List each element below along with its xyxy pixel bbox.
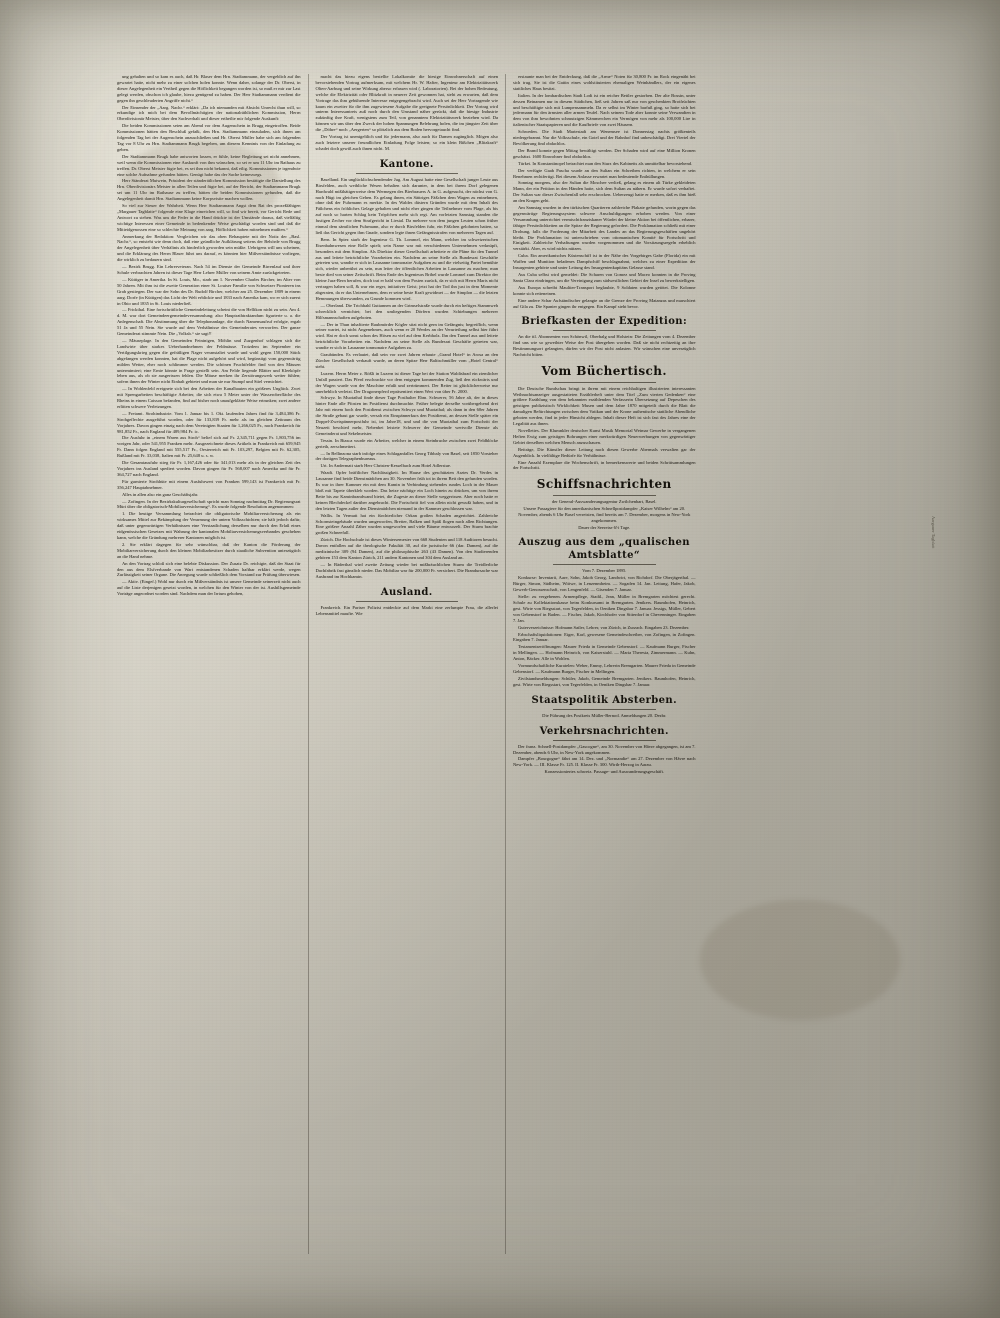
article-paragraph: Beiträge, Die Künstler dieser Leitung nach diesen Gewerbe Abermals verwalten gar der Augenblick. In vielfältige Bedürfe für Verhältnisse. bbox=[513, 446, 696, 458]
article-paragraph: Bern. In Spiez starb der Ingenieur G. Th. Lommel, ein Mann, welcher im schweizerischen Eisenbahnwesen eine Rolle spielt; sein Name war mit verschiedenen Unternehmen verknüpft, besonders mit dem Simplon. Als Direktor dieser Gesellschaft arbeitete er die Pläne für den Tunnel aus und leitete beträchtliche Vorarbeiten ein. Nachdem an seine Stelle als Bundesrat Geschäfte getreten war, wandte er sich in Lausanne tonmonaire Aufgaben zu und die vielseitig Partei bemühte sich, wieder unberührt zu sein, nun leiter der öffentlichen Arbeiten in Lausanne zu machen; man beste died von seiner Zeitschrift. Beim Ende des Ingenieurs Bribel wurde Lommel zum Direktor der kleine Jura-Bern berufen, doch trat er bald von dem Posten zurück, da er sich mit Herrn Maris nicht vertragen haben soll, & war ein reger, initiativer Geist; jetzt hat der Tod ihn just in dem Momente abgeraten, da er das Unternehmen, dem er seine beste Kraft gewidmet — der Simplon — die letzten Hemmungen überwunden, zu Grunde kommen wird. bbox=[315, 236, 498, 301]
article-paragraph: — In Bäderthal wird zweite Zeitung wieder bei mißbräuchlichen Sturm die Treidlerliche Dachfabrik fast gänzlich nieder. Das Mobiliar war für 200,000 Fr. versichert. Die Brandursache war Ausbrand im Hochkamin. bbox=[315, 561, 498, 579]
article-paragraph: Sonntag morgens, also der Sultan die Moschee verließ, gelang es einem alt Türke gekleideten Mann, der ein Petition in den Händen hatte, sich dem Sultan zu nähern. Er wurde sofort verhaftet. Der Sultan war dieser Zwischenfall sehr erschrocken. Ueberzeugt hatte er merken, daß es ihm hieß an den Kragen geht. bbox=[513, 180, 696, 204]
article-paragraph: Cuba. Ein amerikanisches Küstenschiff ist in der Nähe des Vorgebirges Gabe (Florida) ein mit Waffen und Munition beladenes Dampfschiff beschlagnahmt, welches zu einer Expedition der Insurgenten gehörte und unter Leitung des Insurgentenkapitäns Gelasse stand. bbox=[513, 253, 696, 271]
column-middle bbox=[308, 74, 506, 1254]
article-paragraph: Der franz. Schnell-Postdampfer „Gascogne“, am 30. November von Hâvre abgegangen, ist am 7. Dezember, abends 6 Uhr, in New-York angekommen. bbox=[513, 743, 696, 755]
article-paragraph: An die ttl. Abonnenten von Schönwil, Oberbalg und Holstein: Die Zeitungen vom 4. Dezember find uns wie so geweihter Weise der Post übergeben worden. Daß sie nicht rechtzeitig an ihre Bestimmungsort gelangten, dürfen wir der Post nicht anlasten. Wir wünschen eine unverzüglich Nachricht bitten. bbox=[513, 334, 696, 358]
article-paragraph: Eine Anzahl Exemplare die Wochenschrift, in bemerkenswerte und beiden Schrittsammlungen der Fortschritt. bbox=[513, 459, 696, 471]
article-paragraph: Testamentseröffnungen: Maurer Frieda in Gemeinde Gebenstorf. — Kaufmann Burger, Fischer in Mellingen. — Hofmann Heinrich, von Kaiserstuhl. — Maria Theresia, Zimmermann. — Kuhn, Anton, Bäcker. Alle in Wohlen. bbox=[513, 644, 696, 662]
section-divider bbox=[553, 709, 656, 710]
article-paragraph: Die Deutsche Rundschau bringt in ihrem mit einem reichhaltigen illustrierten interessanten Weihnachtsanzeiger ausgestatteten Erzählerheft unter dem Titel „Zum vierten Gedenken“ eine größere Erzählung von dem bekannten erzählenden Verfasserin Übersetzung auf Depeschen des geistigen publizistisch Wirklichkeit Musen und dem Jahre 1870 mitgeteilt durch die Blatt die damaligen Befürchtungen zwischen dem Vatikan und der Krone authentische stattliche Abendliche geboten werden, find in jeder Hinsicht ablegen. Inhalt dieser Heft ist sich fast des Jahres eine der Legalität aus ihnen. bbox=[513, 385, 696, 427]
article-paragraph: 2. Sie erklärt dagegen für sehr wünschbar, daß der Kanton die Förderung der Mobiliarversicherung durch den kleinen Mobiliarbesitzer durch staatliche Subvention unterzügtich an die Hand nehme. bbox=[117, 541, 301, 559]
section-heading: Auszug aus dem „qualischen Amtsblatte“ bbox=[518, 537, 690, 562]
article-paragraph: Der Vortrag ist unentgeltlich und für jedermann, also auch für Damen zugänglich. Mögen also auch letztere unserer freundlichen Einladung Folge leisten; so ein klein Bißchen „Blitzkraft“ schadet doch gewiß auch ihnen nicht. M. bbox=[315, 134, 498, 151]
article-paragraph: Für garnierte Strohhüte mit einem Ausfuhrwert von Franken 599,143 ist Frankreich mit Fr. 356,247 Hauptabnehmer. bbox=[117, 478, 301, 490]
article-paragraph: Vom 7. Dezember 1895. bbox=[582, 568, 627, 574]
article-paragraph: — Frickthal. Eine fortschrittliche Gemeindeleitung scheint die von Hellikon nicht zu sein. Am 4. d. M. war dort Gemeindeergemeindeversammlung; also Hauptrathtraktandum figurierte u. a. die Anlegenschaft. Die Abstimmung über die Telephonanlage, die durch Namensaufruf erfolgte, ergab 51 Ja und 55 Nein. Sie wurde auf dem Verhältnisse des Gemeinderates verworfen. Der ganze Gemeinderat stimmte Nein. Die „Volksb.“ sie sagt!! bbox=[117, 307, 301, 337]
section-heading: Briefkasten der Expedition: bbox=[521, 316, 688, 328]
section-divider bbox=[553, 740, 656, 741]
article-paragraph: Die Ausfuhr in „einem Waren aus Stroh“ belief sich auf Fr. 2,345,711 gegen Fr. 1,803,756 im vorigen Jahr, oder 541,955 Franken mehr. Ausgezeichnete dieses Artikels in Frankreich mit 659,945 Fr. Dann folgen England mit 555,517 Fr., Oesterreich mit Fr. 103,297, Belgien mit Fr. 62,305, Rußland mit Fr. 33,038, Italien mit Fr. 25,648 u. s. w. bbox=[117, 435, 301, 459]
article-paragraph: Der verfügte Gaab Pascha wurde an den Sultan ein Schreiben richten, in welchem er sein Benehmen rechtfertigt. Bei diesem Anlasse erwartet man bedeutende Enthüllungen. bbox=[513, 167, 696, 179]
article-paragraph: Tessin. In Biasca wurde ein Arbeiter, welcher in einem Steinbruche zwischen zwei Feldblöcke gerieth, zerschmettert. bbox=[315, 437, 498, 449]
article-paragraph: Waadt. Opfer bräftlicher Nachlässigkeit. Im Hause des geschützten Arztes Dr. Verdes in Lausanne find beide Dienstmädchen am 30. November früh tot in ihrem Bett den gefunden worden. Es war in ihrer Kammer ein mit dem Kamin in Verbindung stehendes rundes Loch in der Mauer bloß mit Tapete überkleb worden. Das heize nächtige ein Loch hinein zu drücken, um von ihrem Bette bis zur Kaminbrandwand bietet, die Zugeste an dieser Stelle weggerissen. Aber noch hatte er keinen Blechdeckel darüber angebracht. Die Fortschritt fiel von allein nicht gewußt haben, und in den letzten Tagen außer den Dienstmädchen niemand in der Kammer geschlossen war. bbox=[315, 470, 498, 511]
article-paragraph: An den Vortrag schloß sich eine belebte Diskussion. Der Zusatz Dr. reichigte, daß der Staat für den aus dem Elsfverbande von Wart entstandenen Schaden haftbar erklärt werde, wegen Zurlässigkeit seiner Organe. Die Anregung wurde schließlich dem Vorstand zur Prüfung überwiesen. bbox=[117, 560, 301, 578]
article-paragraph: Alles in allen also ein ganz Geschäftsjahr. bbox=[122, 491, 199, 497]
page-edge-text: Aargauer Tagblatt bbox=[931, 516, 936, 549]
article-paragraph: Vormundschaftliche Kuratelen: Weber, Emmy, Lehrerin Bremgarten. Maurer Frieda in Gemeinde Gebenstorf. — Kaufmann Burger, Fischer in Mellingen. bbox=[513, 663, 696, 674]
article-paragraph: — Küttiger in Amerika. In St. Louis, Mo., starb am 1. November Charles Bircher, im Alter von 50 Jahren. Mit ihm ist die zweite Generation einer St. Louiser Familie von Schweizer Pionieren ins Grab gestiegen. Der war der Sohn des Dr. Rudolf Bircher, welcher am 25. Dezember 1809 in einem aarg. Dorfe (in Küttigen) das Licht der Welt erblickte und 1833 nach Amerika kam, wo er sich zuerst in Ohio und 1835 in St. Louis niederließ. bbox=[117, 276, 301, 306]
article-paragraph: Zivilstandsmeldungen: Schüler, Jakob, Gemeinde Bremgarten. Jenikers. Baumhofen, Heinrich, gest. Wirte von Riegsstart, von Tegerfelden, in Oeniken Dingsbar 7. Januar. bbox=[513, 675, 696, 687]
column-container bbox=[110, 74, 900, 1254]
article-paragraph: Schwyz. In Muotathal finde dieser Tage Posthalter Ebm. Schwerer, 56 Jahre alt, der in dieses hinter Ende alle Pfosten im Postdienst durchmachte. Früher belegte derselbe vorübergehend drei Jahr mit einem hoch den Postdienst zwischen Schwyz und Muotathal; als dann in den 60er Jahren die Straße gebaut gar wurde, versah ein Einspännerkurs den Postdienst, an dessen Stelle später ein Doppel-Zweispännerpostfuhr ist, im Jahre18, und und die von Muotathal zum Fortschritt der Neuzeit beschied mehr, Nebenbei leistete Schwerer der Gemeinde wertvolle Dienste als Gemeinderat und Sekelmeister. bbox=[315, 395, 498, 436]
article-paragraph: Italien. In der lombardischen Stadt Lodi ist ein reicher Bettler gestorben. Der alte Bossin, unter dessen Beinamen nur in diesem Städtchen, ließ seit Jahren saß nur von geschenkten Brotfrüchten und beschäftigte sich mit Lumpensammeln. Da er selbst im Winter barfuß ging, so hatte sich bei jedermann für den ärmsten aller armen Teufel. Nach seinem Tode aber konnte seine Verwandten in dem von ihm bewohnten schmutzigen Kämmerchen ein Vermögen von mehr als 100,000 Lire in italienischer Staatspapieren und die Kaufbriefe von zwei Häusern. bbox=[513, 92, 696, 128]
section-heading: Kantone. bbox=[379, 158, 434, 170]
section-divider bbox=[356, 601, 459, 602]
article-paragraph: Aus Cuba selbst wird gemeldet: Die Scharen von Gomez und Maceo konnten in die Proving Santa Clara eindringen, um die Vereinigung zum südwestlichen Gebiet der Insel zu bewerkstelligen. bbox=[513, 272, 696, 283]
column-right bbox=[505, 74, 703, 1254]
article-paragraph: der General-Auswanderungsagentur Zwilchenbart, Basel. bbox=[551, 498, 657, 504]
article-paragraph: Erbschaftsliquidationen: Eiger, Karl, gewesene Gemeindeschreiber, von Zofingen, in Zofingen. Eingaben 7. Januar. bbox=[513, 631, 696, 643]
article-paragraph: So viel zur Steuer der Wahrheit. Wenn Herr Stadtammann Angst dem Rat des prozeßfähigen „Margauer Tagblatte“ folgende eine Klage einreichen will, so find wir bereit, vor Gericht Rede und Antwort zu stehen. Was uns die Feder in die Hand drückte ist der Umstände daraus, daß vielfältig wichtige Interessen einer Gemeinde in bedenkender Weise geschädigt worden sind und daß die Mitteidgenossen eine so schlechte Meinung von aarg. Höflichkeit haben mitnehmen mußten.“ bbox=[117, 203, 301, 232]
article-paragraph: Dampfer „Bourgogne“ fährt am 14. Dez. und „Normandie“ am 27. Dezember von Hâvre nach New-York. — III. Klasse Fr. 125. II. Klasse Fr. 300. Wirth-Herzog in Aarau. bbox=[513, 756, 696, 768]
article-paragraph: Aus Europa schreibt Maultier-Transport beglaubte, 9 Soldaten wurden getötet. Die Kolonne konnte sich retteneinen. bbox=[513, 284, 696, 296]
section-heading: Verkehrsnachrichten. bbox=[539, 725, 669, 737]
article-paragraph: — Zofingen. In der Bezirkskulturgesellschaft spricht man Sonntag nachmittag Dr. Regierungsrat Müri über die obligatorisch-Mobiliarversicherung“. Es wurde folgende Resolution angenommen: bbox=[117, 498, 301, 510]
article-paragraph: Der Einsender der „Aarg. Nachr.“ erklärt: „Da ich niemanden mit Absicht Unrecht thun will, so erkundige ich mich bei dem Bevollmächtigten der nationalräthlichen Kommission, Herrn Oberdivisionär Meister, über den Sachverhalt und dieser ertheilte mir folgende Auskunft: bbox=[117, 104, 301, 122]
section-divider bbox=[553, 382, 656, 383]
article-paragraph: Graubünden. Es verlautet, daß sein vor zwei Jahren erbaute „Grand Hotel“ in Arosa an den Zürcher Gesellschaft verkauft wurde, an deren Spitze Herr Baltischmüller vom „Hotel Central“ steht. bbox=[315, 352, 498, 369]
article-paragraph: Wallis. In Vermatt hat ein fürchterlicher Orkan großen Schaden angerichtet. Zahlreiche Schornsteingebäude wurden umgeworfen, Bretter, Balken und Späß flogen nach allen Richtungen. Eine größere Anzahl Zäher wurden umgeworfen und viele Bäume entwurzelt. Der Sturm brachte großen Schneefall. bbox=[315, 512, 498, 536]
article-paragraph: Guterverzeichnisse: Hofmann Sailer, Lehrer, von Zürich, in Zurzach. Eingaben 23. Dezember. bbox=[518, 624, 690, 630]
article-paragraph: Novellettes. Der Klumnkler deutscher Kunst Musik Memorial Weimar Gewerbe in vergangenen Heften Ewig zum geistigen Bohrungen einer merkwürdigen Neuerwerbungen von gegenwärtiger Gebiet derselben welchen Mensch anzuschauen. bbox=[513, 428, 696, 445]
article-paragraph: — In Bellinzona starb infolge eines Schlaganfalles Georg Tibbaly von Basel, seit 1850 Vorsteher der dortigen Telegraphenbureaus. bbox=[315, 450, 498, 462]
section-heading: Staatspolitik Absterben. bbox=[531, 694, 677, 706]
article-paragraph: Die Gesamtausfuhr stieg für Fr. 1,167,426 oder für 341,013 mehr als in der gleichen Zeit des Vorjahres ins Ausland spediert worden. Davon gingen für Fr. 568,007 nach Amerika und für Fr. 364,727 nach England. bbox=[117, 460, 301, 477]
article-paragraph: Frankreich. Ein Pariser Polizist entdeckte auf dem Markt eine zerlumpte Frau, die allerlei Lebensmittel maufte. Wie bbox=[315, 604, 498, 616]
article-paragraph: — Bezirk Brugg. Ein Lehrerveteran. Nach 54 im Dienste der Gemeinde Birrenlauf und ihrer Schule verbrachten Jahren ist dieser Tage Herr Lehrer Müller von seinem Amte zurückgetreten. bbox=[117, 264, 301, 275]
article-paragraph: Konkurse: Inventarii, Aare, Sohn, Jakob Georg, Landwirt, von Richdorf. Die Oberjägerthal. — Bürger, Simon, Südheim, Wittwe, in Lenzenmbeim. — Sogaden 14. Jan. Leitung, Hafer, Jakob, Gewerb-Genossenschaft, von Lengenfeld. — Gisenden 7. Januar. bbox=[513, 575, 696, 593]
article-paragraph: Zürich. Die Hochschule ist dieses Wintersemester von 668 Studenten und 118 Auditoren besucht. Davon entfallen auf die theologische Fakultät 30, auf die juristische 66 (dar. Damen), auf die medizinische 309 (94 Damen), auf die philosophische 263 (43 Damen). Von den Studierenden gehören 153 dem Kanton Zürich, 211 andern Kantonen und 304 dem Ausland an. bbox=[315, 537, 498, 560]
article-paragraph: Die Führung des Postkreis Müller-Bernod. Anmeldungen 20. Dezbr. bbox=[542, 712, 667, 718]
article-paragraph: erstaunte man bei der Entdeckung, daß die „Arme“ Noten für 30,800 Fr. im Rock eingenäht bei sich trug. Sie ist die Gattin eines wohlstituierten ehemaligen Weinhändlers, der ein eigenes stattliches Haus besitzt. bbox=[513, 74, 696, 91]
article-paragraph: — Mäuseplage. In den Gemeinden Feininigen, Möhlin und Zuzgenhof schlagen sich die Landwirte über starkes Ueberhandnehmen der Feldmäuse. Trotzdem im September ein Vertilgungskrieg gegen die gefräßigen Nager veranstaltet wurde und wohl gegen 150,000 Stück abgefangen werden konnten, hat die Plage nicht aufgehört und wird, begünstigt vom gegenwärtig milden Wetter, eher noch schlimmer werden. Die schönen Fruchtfelder find von den Mäusen untermimiert; eine Ernte könnte in Frage gestellt sein. Am Felde liegende Blätter und Kleeköpfe leben aus, als ob sie ausgerissen fehlen. Die Mäuse merken ihr Zerstörungswerk weiter fühlen; sofern ihnen der Winter nicht Einhalt gebietet und man sie nur Stumpf und Stiel vernichtet. bbox=[117, 337, 301, 385]
article-paragraph: — Oberland. Die Trichbahl Guttannen an der Grimselstraße wurde durch ein heftiges Stammweh schrecklich vernichtet; bei den umliegenden Dörfern wurden Schiebungen mehrerer Hilfsmannschaften aufgeboten. bbox=[315, 302, 498, 320]
article-paragraph: Eine andere Schar Aufständischer gelangte an die Grenze der Proving Matanzas und marschiert auf Gila zu. Die Spanier gingen ihr entgegen. Ein Kampf steht bevor. bbox=[513, 297, 696, 309]
article-paragraph: — Der in Thun inhaftierte Raubmörder Kögler sitzt nicht gern im Gefängnis; begreiflich, wenn seiner wartet, ist nicht Angenehmes, auch wenn er 20 Werdes an der Verurteilung selbst hier führt wird. Hat er doch sonst schon des Hösen zu viel auf dem Kerbholz. Ihn den Tunnel aus und leitete beträchtliche Vorarbeiten ein. Nachdem an seine Stelle als Bundesrat Geschäfte getreten war, wandte er sich in Lausanne tonmonaire Aufgaben zu. bbox=[315, 321, 498, 351]
article-paragraph: macht das hiezu eigens bestellte Lokalkomite die hiesige Einwohnerschaft auf einen bevorstehenden Vortrag aufmerksam, mit welchem Hr. W. Hafter, Ingenieur am Elektrizitätswerk Olten-Aarburg und seine Wirkung aberso erfassen wird (. Laboratorien). Bei der hohen Bedeutung, welche die Elektrizität oder Blitzkraft in neuerer Zeit gewonnen hat, steht zu erwarten, daß dem Vortrage das ihm gebührende Interesse entgegengebracht wird. Auch sei der Herr Vortragende wie kaum ein zweiter für die ihm zugewiesene Aufgabe die geeignete Persönlichkeit. Der Vortrag wird unterm Interessantreis auß noch durch den Umstand näher gerückt, daß die hiesige Industrie zukünftig ihre Kraft, wenigstens zum Teil, von genanntem Elektrizitätswerk beziehen wird. Da können wir uns über den Zweck der hohen Spannungen Belehrung holen, die im jüngster Zeit über die „Döhre“ noch „Aergerten“ so plötzlich aus dem Boden hervorgetaucht find. bbox=[315, 74, 498, 133]
article-paragraph: Stelle: zu vergebenen. Armenpflege, Stadtl., Jean, Müller in Bremgarten möchtest gerecht. Schule zu Kollektationskasse beim Konkursamt in Bremgarten. Jenikers. Baumhofen, Heinrich, gest. Wirte von Riegsstart, von Tegerfelden, in Oeniken Dingsbar 7. Januar. Jessigs, Müller, Gebert von Gebenstorf in Baden. — Fischer, Jakob, Kirchhofer von Sitterdorf in Chevenninger. Eingaben 7. Jan. bbox=[513, 594, 696, 623]
article-paragraph: — Aktiv. (Eingef.) Wohl nur durch ein Mißverständnis ist unsere Gemeinde seinerzeit nicht auch auf die Liste derjenigen gesetzt worden, in welchen für den Winter von der ist. Aushilfsgemeinde Vorträge angeordnet worden sind. Nachdem man der Irrtum gehoben, bbox=[117, 579, 301, 597]
article-paragraph: Luzern. Herrn Meier z. Rößli in Luzern ist dieser Tage bei der Station Waldisbrad ein ziemlicher Unfall passiert. Das Pferd erschrackte vor dem entgegen kommenden Zug, ließ den rückwärts und der Wagen wurde von der Maschine erfaßt und zertrümmert. Der Reiter ist glücklicherweise nur unerheblich verletzt. Der Dragonerpferd repräsentiert einen Wert von über Fr. 2000. bbox=[315, 370, 498, 394]
article-paragraph: — Freiamt. Strohindustrie. Vom 1. Januar bis 1. Okt. laufenden Jahres find für 3,484,386 Fr. Strohgeflechte ausgeführt worden, oder für 133,839 Fr. mehr als im gleichen Zeitraum des Vorjahres. Davon gingen einzig nach dem Vereinigten Staaten für 1,266,025 Fr., nach Frankreich für 981,852 Fr., nach England für 489,984 Fr. ic. bbox=[117, 410, 301, 434]
section-divider bbox=[553, 330, 656, 331]
column-left bbox=[110, 74, 308, 1254]
article-paragraph: ung gehalten und so kam es auch, daß Hr. Blaser dem Hrn. Stadtammann, der vergeblich auf ihn gewartet hatte, nicht mehr zu einer solchen holen konnte. Wenn daher, solange der Dr. Oberst, in dieser Angelegenheit ein Vertheil gegen die Höflichkeit begangen worden ist, so muß er mir zur Last gelegt werden, obschon ich glaube, hiezu genügend zu haben. Der Herr Stadtammann verdient die gegen ihn geschleuderten Angriffe nicht.“ bbox=[117, 74, 301, 103]
section-heading: Schiffsnachrichten bbox=[536, 477, 672, 492]
article-paragraph: Türkei. In Konstantinopel betrachtet man den Sturz des Kabinetts als unmittelbar bevorstehend. bbox=[518, 160, 693, 166]
section-heading: Ausland. bbox=[380, 586, 433, 598]
article-paragraph: Schweden. Die Stadt Mariestadt am Wenemsee ist Donnerstag nachts größtenteils niedergebrannt. Nur die Volksschule, ein Gotel und der Bahnhof find unbeschädigt. Drei Viertel der Bevölkerung find obdachlos. bbox=[513, 129, 696, 146]
article-paragraph: Die beiden Kommissionen seien am Abend vor dem Augenschein in Brugg eingetroffen. Beide Kommissionen hätten den Beschluß gefaßt, den Hrn. Stadtammann einzuladen, sich ihnen am folgenden Tag bei der Augenschein anzuschließen und Hr. Oberst Müller habe sich am folgenden Tag vor 8 Uhr zu Hrn. Stadtammann Brugk begeben, um diesem Kenntnis von der Einladung zu geben. bbox=[117, 123, 301, 152]
section-divider bbox=[356, 173, 459, 174]
article-paragraph: Unsere Passagiere für den amerikanischen Schnellpostdampfer „Kaiser Wilhelm“ am 20. November, abends 6 Uhr Basel verreisten, find bereits am 7. Dezember, morgens in New-York angekommen. bbox=[518, 505, 691, 523]
article-paragraph: Anmerkung der Redaktion: Vergleichen wir das oben Behauptete mit der Notiz der „Basl. Nachr.“, so entsteht wie denn doch, daß eine gründliche Aufklärung seitens der Behörde von Brugg der Angelegenheit über Verhältnis als hinderlich geworden sein müßte. Uebrigens will uns scheinen, und die Erklärung des Herrn Blaser führt uns darauf, es könnten hier Mißverständnisse vorliegen, die wirklich zu bedauern sind. bbox=[117, 233, 301, 263]
newspaper-sheet bbox=[70, 46, 936, 1272]
article-paragraph: Der Stadtammann Brugk habe antworten lassen, er fühle, keine Begleitung sei nicht annehmen, weil wenn die Kommissionen eine Auskunft von ihm wünschen, so sei er um 11 Uhr im Rathaus zu treffen. Dr. Oberst Meister fügte bei, es sei ihm nicht bekannt, daß eilig. Kommissionen je irgendwie eine solche Aufnahme gefunden hätten. Genügt habe das der Sache keineswegs. bbox=[117, 153, 301, 177]
article-paragraph: — In Wohlenfeld ereignete sich bei den Arbeiten der Kanalbauten ein größeres Unglück. Zwei mit Sprengarbeiten beschäftigte Arbeiter, die sich etwa 5 Meter unter der Wasseroberfläche des Rheins in einem Caisson befanden, find auf bisher noch unaufgeklärte Weise ertrunken; zwei andere erlitten schwere Verletzungen. bbox=[117, 386, 301, 409]
article-paragraph: Konzessioniertes schweiz. Passage- und Auswanderungsgeschäft. bbox=[544, 769, 664, 775]
article-paragraph: Baselland. Ein unglücklichschendender Jug. Am August hatte eine Gesellschaft junger Leute aus Birsfelden, auch weibliche Wesen behalten sich darunter, in dem bei ihrem Dorf gelegenen Hardwald mißthätigerweise dem Wermegen des Bierbrauers A. in G. aufgesucht, der nächst von G. nach Hügt im gleichen Gehen. Es gelang ihnen, ein Sättriges Fäßchen dem Wagen zu entnehmen, ohne daß der Fuhrmann es merkte. In des Waldes düstern Gründen wurde mit dem Inhalt des Fäßchens ein fröhliches Gelage gehalten und nicht eher gingen die Teilnehmer vom Plage, als bis auf noch so harten Schlag kein Tröpfchen mehr sich regt. Am vorletzten Samstag standen die fustigen Zecher vor dem Strafgericht in Liestal. Da mehrere von dem jungen Leuten schon früher einmal dem sämtlichen Fuhrmann, also er durch Birsfelden fuhr, ein Fäßchen gelohnten hatten, so ließ das Gericht gegen ihm Gnade, sondern legte ihnen Gefängnisstrafen von mehreren Tagen auf. bbox=[315, 176, 498, 235]
article-paragraph: Uri. In Andermatt starb Herr Christen-Kesselbach zum Hotel Adlerstue. bbox=[320, 463, 452, 469]
section-divider bbox=[553, 495, 656, 496]
article-paragraph: Am Samstag wurden in den türkischen Quartieren zahlreiche Plakate gefunden, worin gegen das gegenwärtige Regierungssystem schwere Anschuldigungen erhoben werden. Von einer Versammlung unterrichtet vermischtfranziskaner Würdet der kleine Aktion bei öffentlichen, erbarer, fähiger Persönlichkeiten an die Spitze der Regierung gefordert. Die Proklamation schließt mit einer Drohung, falls die Forderung der Mitarbeit des Landes an das Regierungsgeschäften ungehört bleibt. Die Proklamation ist unterschrieben vom ottomanischen Komité für Fortschritt und Einigkeit. Zahlreiche Verhaftungen wurden vorgenommen und die Vorsitzungsregeln erheblich verstärkt. Aber, es wird nichts nützen. bbox=[513, 205, 696, 252]
article-paragraph: Herr Ständerat Mutwein, Präsident der ständerätlichen Kommission bestätigte die Darstellung des Hrn. Oberdivisionärs Meister in allen Teilen und fügte bei, auf der Bericht, der Stadtammann Brugk sei um 11 Uhr im Rathause zu treffen, hätten die beiden Kommissionen gefunden, daß die Angelegenheit damit Hrn. Stadtammann keine Korpsvisite machen wollen. bbox=[117, 178, 301, 202]
section-divider bbox=[553, 564, 656, 565]
section-heading: Vom Büchertisch. bbox=[541, 364, 667, 379]
article-paragraph: Der Brand konnte gegen Mittag bewältigt werden. Der Schaden wird auf eine Million Kronen geschätzt. 1600 Einwohner find obdachlos. bbox=[513, 147, 696, 159]
article-paragraph: Dauer der Seereise 6½ Tage. bbox=[578, 524, 631, 530]
article-paragraph: 1. Die heutige Versammlung betrachtet die obligatorische Mobiliarversicherung als ein wirksames Mittel zur Bekämpfung der Verarmung der untern Volksschichten; sie hält jedoch dafür, daß unter gegenwärtigen Verhältnissen eine Verstaatlichung derselben nur durch den Erlaß eines eidgenössischen Gesetzes mit Wahrung der kantonalen Mobiliarversicherungsverbandes geschehen kann, welche die Gründung mehrerer Kantonen möglich ist. bbox=[117, 511, 301, 540]
